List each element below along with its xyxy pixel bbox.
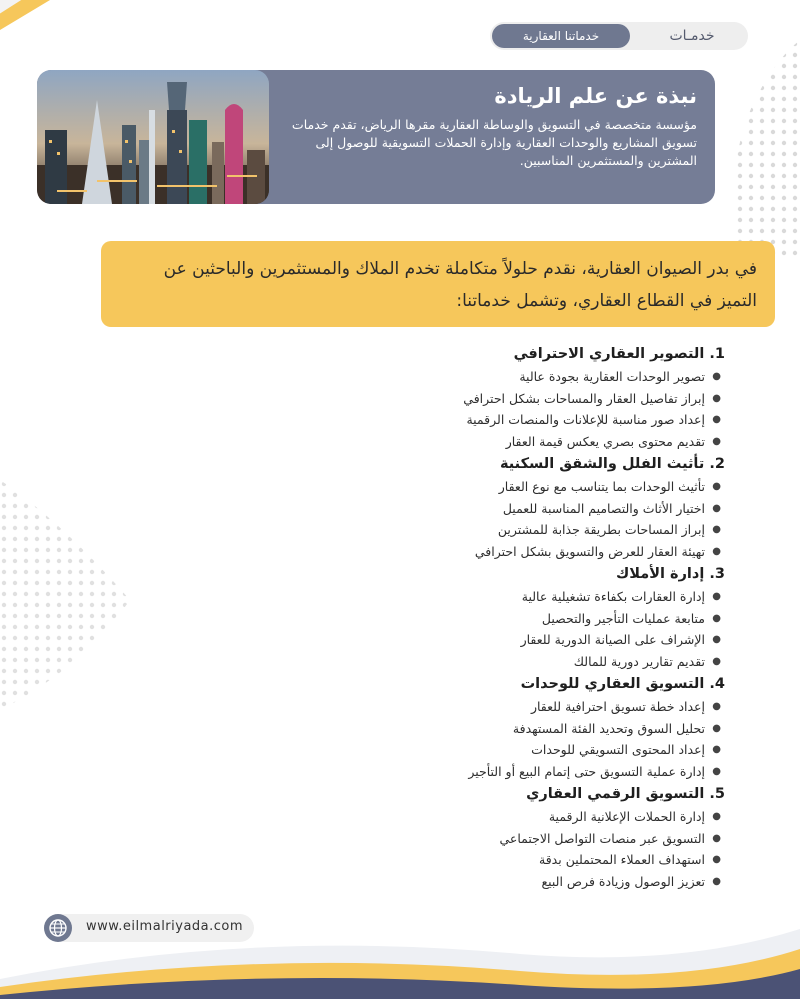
bottom-wave-decoration [0,909,800,999]
section-title: 4. التسويق العقاري للوحدات [520,676,725,692]
list-item: ● إدارة الحملات الإعلانية الرقمية [325,806,725,828]
services-list [325,342,725,892]
corner-decoration [0,0,100,30]
bullet-icon: ● [712,765,721,777]
list-item: ● الإشراف على الصيانة الدورية للعقار [325,629,725,651]
section-title: 5. التسويق الرقمي العقاري [526,786,725,802]
service-section-4 [325,672,725,782]
list-item: ● استهداف العملاء المحتملين بدقة [325,849,725,871]
bullet-icon: ● [712,502,721,514]
bullet-icon: ● [712,634,721,645]
section-title: 3. إدارة الأملاك [615,566,725,582]
list-item: ● إبراز المساحات بطريقة جذابة للمشترين [325,519,725,541]
riyadh-skyline-photo [37,70,269,204]
list-item: ● إبراز تفاصيل العقار والمساحات بشكل احترافي [325,388,725,410]
section-title: 2. تأثيث الفلل والشقق السكنية [499,456,725,472]
bullet-icon: ● [712,701,721,712]
list-item: ● متابعة عمليات التأجير والتحصيل [325,608,725,630]
dot-pattern-right [725,40,800,260]
list-item: ● إعداد المحتوى التسويقي للوحدات [325,739,725,761]
bullet-icon: ● [712,524,721,535]
bullet-icon: ● [712,744,721,755]
about-title: نبذة عن علم الريادة [494,84,697,108]
list-item: ● اختيار الأثاث والتصاميم المناسبة للعميل [325,498,725,520]
list-item: ● تأثيث الوحدات بما يتناسب مع نوع العقار [325,476,725,498]
tab-bar [490,22,748,50]
intro-text: في بدر الصيوان العقارية، نقدم حلولاً متكاملة تخدم الملاك والمستثمرين والباحثين عن التميز في القطاع العقاري، وتشمل خدماتنا: [163,259,757,311]
bullet-icon: ● [712,392,721,404]
bullet-icon: ● [712,811,721,822]
list-item: ● تحليل السوق وتحديد الفئة المستهدفة [325,718,725,740]
service-section-5 [325,782,725,892]
bullet-icon: ● [712,655,721,667]
list-item: ● تقديم محتوى بصري يعكس قيمة العقار [325,431,725,453]
bullet-icon: ● [712,854,721,865]
list-item: ● إعداد خطة تسويق احترافية للعقار [325,696,725,718]
tab-real-estate-services[interactable]: خدماتنا العقارية [492,24,630,48]
list-item: ● التسويق عبر منصات التواصل الاجتماعي [325,828,725,850]
bullet-icon: ● [712,414,721,425]
bullet-icon: ● [712,481,721,492]
bullet-icon: ● [712,722,721,734]
list-item: ● إدارة العقارات بكفاءة تشغيلية عالية [325,586,725,608]
bullet-icon: ● [712,832,721,844]
service-section-1 [325,342,725,452]
bullet-icon: ● [712,875,721,887]
about-text [287,84,697,170]
dot-pattern-left [0,480,140,710]
bullet-icon: ● [712,371,721,382]
list-item: ● تهيئة العقار للعرض والتسويق بشكل احترافي [325,541,725,563]
about-card [37,70,715,204]
bullet-icon: ● [712,591,721,602]
website-link[interactable]: www.eilmalriyada.com [86,919,244,934]
list-item: ● تعزيز الوصول وزيادة فرص البيع [325,871,725,893]
list-item: ● إعداد صور مناسبة للإعلانات والمنصات الرقمية [325,409,725,431]
list-item: ● إدارة عملية التسويق حتى إتمام البيع أو التأجير [325,761,725,783]
list-item: ● تقديم تقارير دورية للمالك [325,651,725,673]
intro-banner [101,241,775,327]
bullet-icon: ● [712,435,721,447]
service-section-2 [325,452,725,562]
service-section-3 [325,562,725,672]
about-body: مؤسسة متخصصة في التسويق والوساطة العقارية مقرها الرياض، تقدم خدمات تسويق المشاريع والوحدات العقارية وإدارة الحملات التسويقية للوصول إلى المشترين والمستثمرين المناسبين. [291,117,697,168]
bullet-icon: ● [712,612,721,624]
tab-services[interactable]: خدمـات [669,28,715,44]
bullet-icon: ● [712,545,721,557]
list-item: ● تصوير الوحدات العقارية بجودة عالية [325,366,725,388]
section-title: 1. التصوير العقاري الاحترافي [513,346,725,362]
